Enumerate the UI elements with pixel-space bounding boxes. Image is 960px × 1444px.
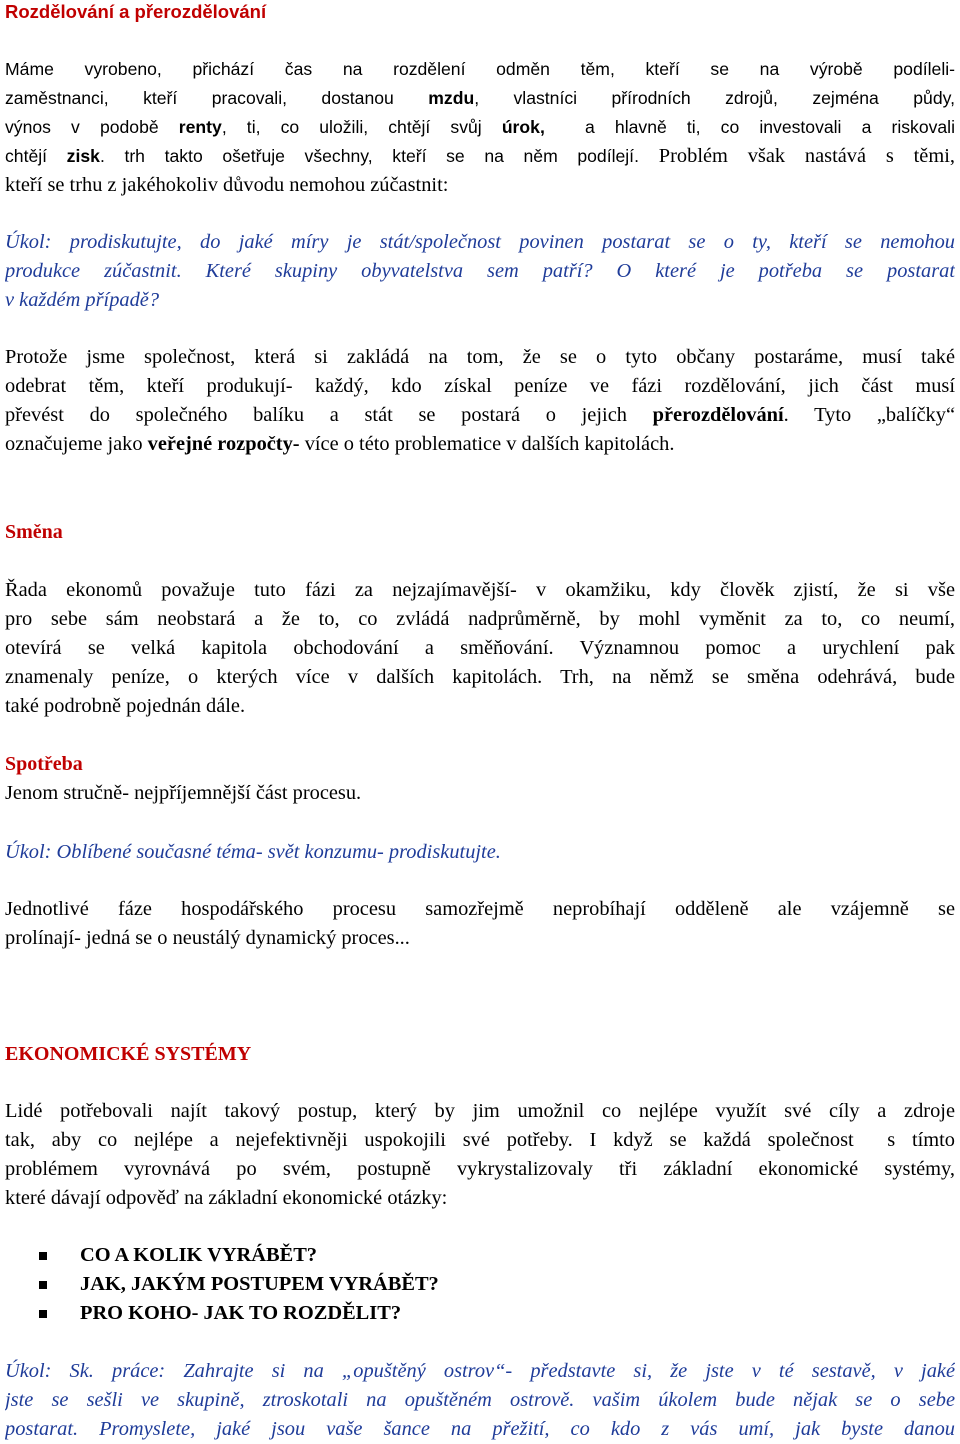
text-line: tak, aby co nejlépe a nejefektivněji uspokojili své potřeby. I když se každá společnost s tímto xyxy=(5,1129,955,1151)
square-bullet-icon xyxy=(39,1310,47,1318)
text-line: chtějí zisk. trh takto ošetřuje všechny, kteří se na něm podílejí. Problém však nastává s těmi, xyxy=(5,145,955,167)
text-line: Protože jsme společnost, která si zakládá na tom, že se o tyto občany postaráme, musí také xyxy=(5,346,955,368)
square-bullet-icon xyxy=(39,1281,47,1289)
text-line: odebrat těm, kteří produkují- každý, kdo získal peníze ve fázi rozdělování, jich část musí xyxy=(5,375,955,397)
term-urok: úrok, xyxy=(501,117,545,137)
text-line: které dávají odpověď na základní ekonomické otázky: xyxy=(5,1187,448,1209)
text-line: otevírá se velká kapitola obchodování a směňování. Významnou pomoc a urychlení pak xyxy=(5,637,955,659)
economic-questions-list xyxy=(36,1241,439,1328)
term-renta: renty xyxy=(178,117,222,137)
text-line: produkce zúčastnit. Které skupiny obyvatelstva sem patří? O které je potřeba se postarat xyxy=(5,260,955,282)
text-line: Úkol: Sk. práce: Zahrajte si na „opuštěný ostrov“- představte si, že jste v té sestavě, v jaké xyxy=(5,1360,955,1382)
term-zisk: zisk xyxy=(66,146,100,166)
text-line: prolínají- jedná se o neustálý dynamický proces... xyxy=(5,927,410,949)
text-line: pro sebe sám neobstará a že to, co zvládá nadprůměrně, by mohl vyměnit za to, co neumí, xyxy=(5,608,955,630)
text-line: Úkol: Oblíbené současné téma- svět konzumu- prodiskutujte. xyxy=(5,841,501,863)
text-line: Jenom stručně- nejpříjemnější část procesu. xyxy=(5,782,362,804)
heading-spotreba: Spotřeba xyxy=(5,753,83,775)
paragraph-spotreba xyxy=(5,779,955,808)
term-mzda: mzdu xyxy=(428,88,475,108)
text-line: kteří se trhu z jakéhokoliv důvodu nemohou zúčastnit: xyxy=(5,174,449,196)
text-line: výnos v podobě renty, ti, co uložili, chtějí svůj úrok, a hlavně ti, co investovali a riskovali xyxy=(5,117,955,137)
text-line: Lidé potřebovali najít takový postup, který by jim umožnil co nejlépe využít své cíly a zdroje xyxy=(5,1100,955,1122)
task-spotreba xyxy=(5,838,955,867)
text-line: Máme vyrobeno, přichází čas na rozdělení odměn těm, kteří se na výrobě podíleli- xyxy=(5,59,955,79)
paragraph-systemy xyxy=(5,1097,955,1213)
text-line: Jednotlivé fáze hospodářského procesu samozřejmě neprobíhají odděleně ale vzájemně se xyxy=(5,898,955,920)
heading-smena: Směna xyxy=(5,521,63,543)
text-line: Úkol: prodiskutujte, do jaké míry je stát/společnost povinen postarat se o ty, kteří se nemohou xyxy=(5,231,955,253)
paragraph-rozdelovani-intro xyxy=(5,55,955,200)
text-line: znamenaly peníze, o kterých více v dalších kapitolách. Trh, na němž se směna odehrává, bude xyxy=(5,666,955,688)
square-bullet-icon xyxy=(39,1252,47,1260)
text-line: Řada ekonomů považuje tuto fázi za nejzajímavější- v okamžiku, kdy člověk zjistí, že si vše xyxy=(5,579,955,601)
paragraph-prerozdelovani xyxy=(5,343,955,459)
text-line: postarat. Promyslete, jaké jsou vaše šance na přežití, co kdo z vás umí, jak byste danou xyxy=(5,1418,955,1440)
text-line: zaměstnanci, kteří pracovali, dostanou mzdu, vlastníci přírodních zdrojů, zejména půdy, xyxy=(5,88,955,108)
term-verejne-rozpocty: veřejné rozpočty- xyxy=(147,433,300,455)
paragraph-smena xyxy=(5,576,955,721)
text-line: také podrobně pojednán dále. xyxy=(5,695,246,717)
heading-ekonomicke-systemy: EKONOMICKÉ SYSTÉMY xyxy=(5,1043,252,1065)
term-prerozdelovani: přerozdělování xyxy=(652,404,784,426)
list-item: CO A KOLIK VYRÁBĚT? xyxy=(36,1241,439,1270)
task-opusteny-ostrov xyxy=(5,1357,955,1444)
list-item: PRO KOHO- JAK TO ROZDĚLIT? xyxy=(36,1299,439,1328)
task-rozdelovani xyxy=(5,228,955,315)
text-line: označujeme jako veřejné rozpočty- více o této problematice v dalších kapitolách. xyxy=(5,433,675,455)
list-item: JAK, JAKÝM POSTUPEM VYRÁBĚT? xyxy=(36,1270,439,1299)
paragraph-faze xyxy=(5,895,955,953)
heading-rozdelovani: Rozdělování a přerozdělování xyxy=(5,1,267,22)
text-line: v každém případě? xyxy=(5,289,160,311)
text-line: převést do společného balíku a stát se postará o jejich přerozdělování. Tyto „balíčky“ xyxy=(5,404,955,426)
text-line: jste se sešli ve skupině, ztroskotali na opuštěném ostrově. vašim úkolem bude nějak se o sebe xyxy=(5,1389,955,1411)
text-line: problémem vyrovnává po svém, postupně vykrystalizovaly tři základní ekonomické systémy, xyxy=(5,1158,955,1180)
